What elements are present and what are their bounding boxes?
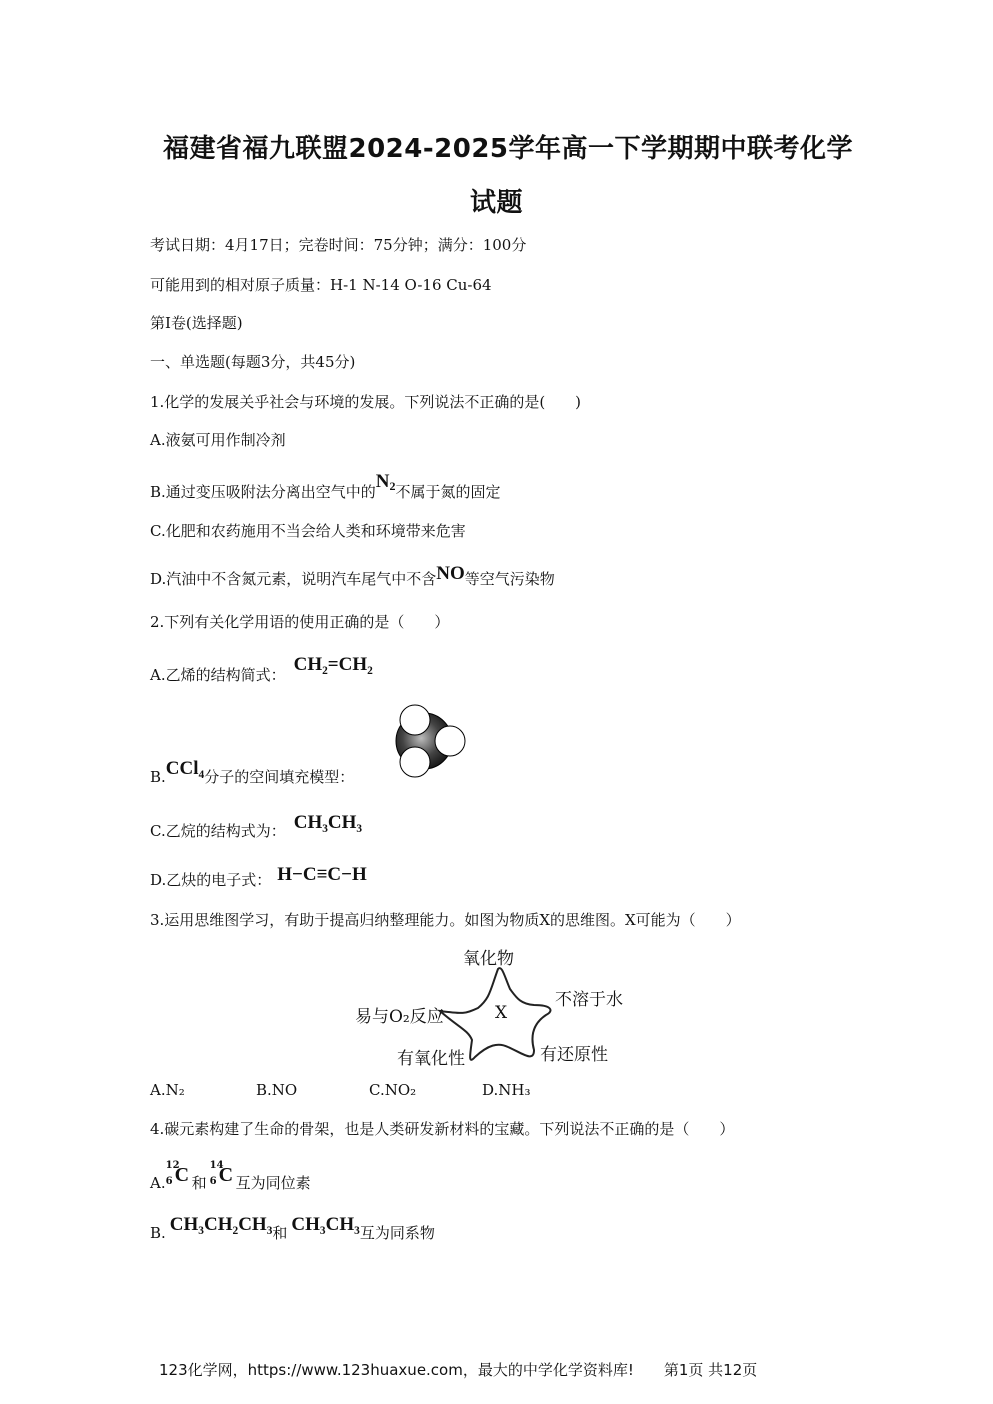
q3-option-a: A.N₂ — [150, 1081, 185, 1099]
q2-b-formula: CCl₄ — [165, 758, 205, 779]
q1-option-b — [150, 471, 501, 504]
q3-label-right: 不溶于水 — [555, 990, 623, 1010]
isotope-c14: 14 6 C — [209, 1160, 234, 1187]
ccl4-space-filling-model — [386, 700, 470, 782]
q2-c-formula: CH₃CH₃ — [293, 812, 363, 833]
q3-label-bottom-right: 有还原性 — [540, 1045, 608, 1065]
q1-b-formula: $N_2$ — [375, 471, 396, 493]
q2-stem: 2.下列有关化学用语的使用正确的是（ ） — [150, 613, 450, 631]
q3-label-left: 易与O₂反应 — [355, 1007, 444, 1027]
volume-heading: 第I卷(选择题) — [150, 314, 243, 332]
exam-info: 考试日期：4月17日；完卷时间：75分钟；满分：100分 — [150, 236, 527, 254]
section-heading: 一、单选题(每题3分，共45分) — [150, 353, 356, 371]
q1-option-d: D.汽油中不含氮元素，说明汽车尾气中不含NO等空气污染物 — [150, 563, 555, 588]
q2-d-formula: H−C≡C−H — [277, 864, 367, 885]
q2-option-c: C.乙烷的结构式为： CH₃CH₃ — [150, 812, 363, 840]
q4-option-b: B. CH₃CH₂CH₃和 CH₃CH₃互为同系物 — [150, 1214, 435, 1242]
q3-option-c: C.NO₂ — [369, 1081, 417, 1099]
q2-a-formula: CH₂=CH₂ — [293, 654, 373, 675]
q3-label-top: 氧化物 — [463, 949, 514, 969]
q2-option-a: A.乙烯的结构简式： CH₂=CH₂ — [150, 654, 373, 684]
q4-b-formula-1: CH₃CH₂CH₃ — [169, 1214, 273, 1235]
q3-stem: 3.运用思维图学习，有助于提高归纳整理能力。如图为物质X的思维图。X可能为（ ） — [150, 911, 741, 929]
q1-b-text: B.通过变压吸附法分离出空气中的 — [150, 483, 376, 501]
title-line-1: 福建省福九联盟2024-2025学年高一下学期期中联考化学 — [163, 134, 854, 164]
q3-center-label: X — [495, 1003, 508, 1023]
atomic-masses: 可能用到的相对原子质量：H-1 N-14 O-16 Cu-64 — [150, 276, 492, 294]
q3-option-b: B.NO — [256, 1081, 298, 1099]
q2-option-d: D.乙炔的电子式： H−C≡C−H — [150, 864, 367, 889]
q3-label-bottom-left: 有氧化性 — [397, 1049, 465, 1069]
q4-option-a: A. 12 6 C 和 14 6 C 互为同位素 — [150, 1160, 311, 1192]
q2-option-b: B.CCl₄分子的空间填充模型： — [150, 758, 355, 786]
q3-option-d: D.NH₃ — [482, 1081, 531, 1099]
q1-d-formula: NO — [436, 563, 465, 584]
q1-option-c: C.化肥和农药施用不当会给人类和环境带来危害 — [150, 522, 466, 540]
q1-b-text-post: 不属于氮的固定 — [395, 483, 501, 501]
isotope-c12: 12 6 C — [165, 1160, 190, 1187]
title-line-2: 试题 — [470, 188, 524, 218]
q1-option-a: A.液氨可用作制冷剂 — [150, 431, 286, 449]
q4-stem: 4.碳元素构建了生命的骨架，也是人类研发新材料的宝藏。下列说法不正确的是（ ） — [150, 1120, 735, 1138]
q1-stem: 1.化学的发展关乎社会与环境的发展。下列说法不正确的是( ) — [150, 393, 582, 411]
page-footer: 123化学网，https://www.123huaxue.com，最大的中学化学资料库! 第1页 共12页 — [159, 1361, 758, 1379]
q4-b-formula-2: CH₃CH₃ — [291, 1214, 360, 1235]
